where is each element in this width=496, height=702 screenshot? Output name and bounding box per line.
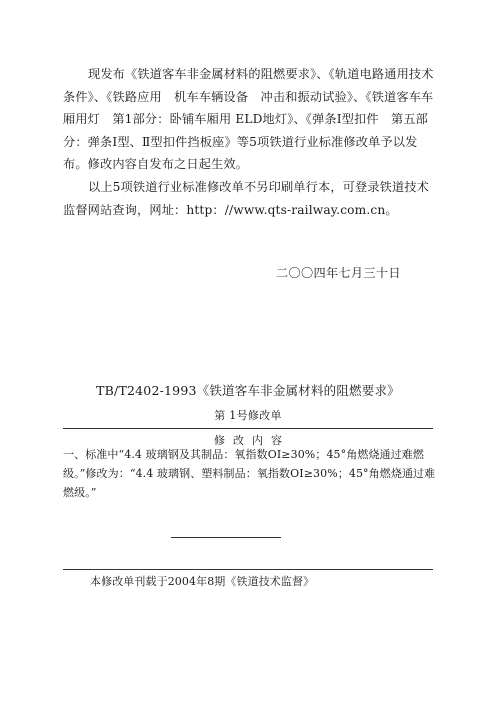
announcement-body (63, 63, 437, 221)
publication-footnote: 本修改单刊载于2004年8期《铁道技术监督》 (90, 575, 315, 588)
top-divider (63, 428, 433, 429)
standard-title: TB/T2402-1993《铁道客车非金属材料的阻燃要求》 (96, 383, 400, 398)
amendment-number: 第 1号修改单 (214, 409, 282, 422)
content-heading: 修改内容 (214, 434, 290, 447)
bottom-divider (63, 569, 433, 570)
issue-date: 二〇〇四年七月三十日 (276, 266, 401, 280)
amendment-content: 一、标准中“4.4 玻璃钢及其制品：氧指数OI≥30%；45°角燃烧通过难燃级。”修改为：“4.4 玻璃钢、塑料制品：氧指数OI≥30%；45°角燃烧通过难燃级。” (63, 448, 436, 499)
short-divider (171, 537, 281, 538)
announcement-paragraph: 以上5项铁道行业标准修改单不另印刷单行本，可登录铁道技术监督网站查询，网址：http：//www.qts-railway.com.cn。 (63, 179, 430, 217)
announcement-paragraph: 现发布《铁道客车非金属材料的阻燃要求》、《轨道电路通用技术条件》、《铁路应用 机车车辆设备 冲击和振动试验》、《铁道客车车厢用灯 第1部分：卧铺车厢用 ELD地灯》、《弹条Ⅰ型扣件 第五部分：弹条Ⅰ型、Ⅱ型扣件挡板座》等5项铁道行业标准修改单予以发布。修改内容自发布之日起生效。 (63, 67, 434, 172)
